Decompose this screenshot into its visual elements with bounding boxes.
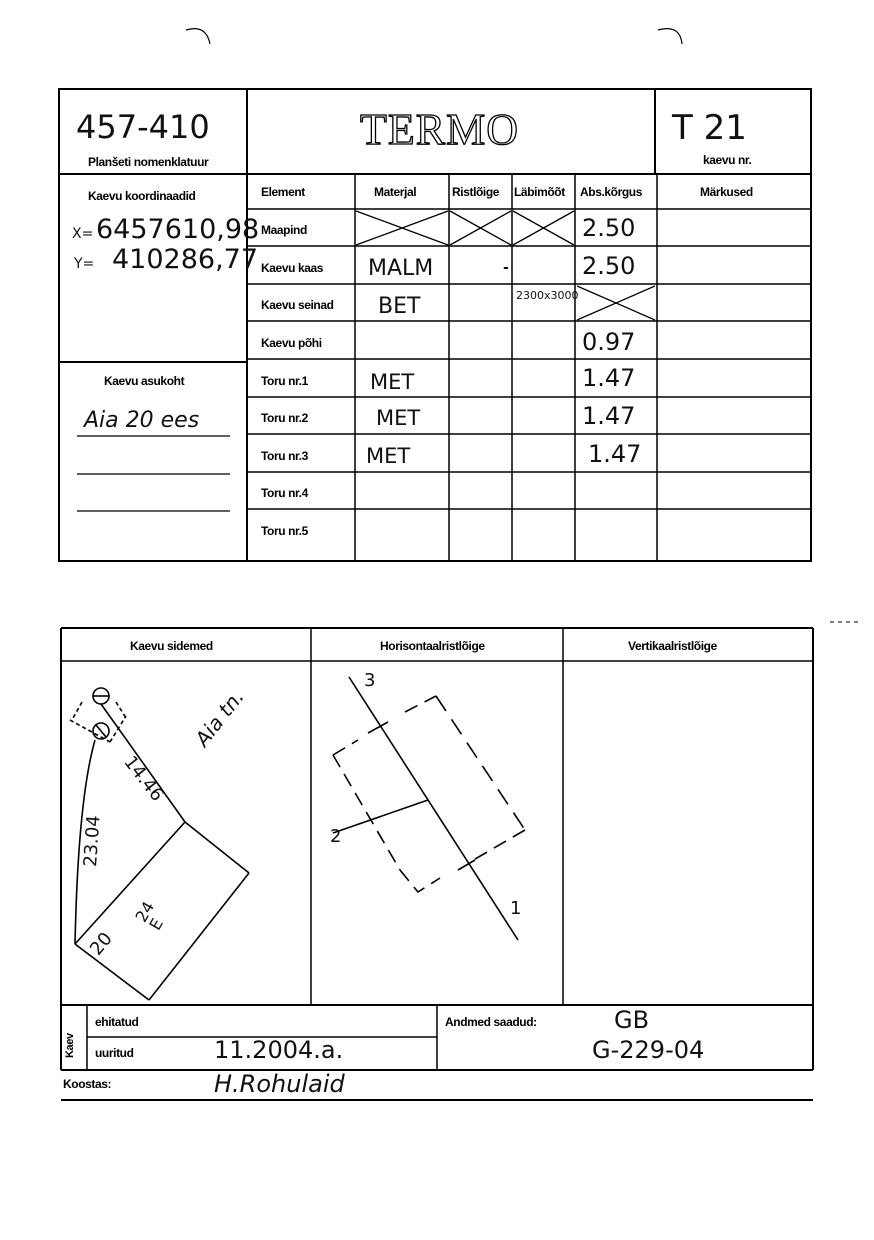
header-element: Element [261,185,305,199]
pipe-label: 2 [330,826,342,847]
data-label: Andmed saadud: [445,1015,537,1029]
abs-value: 1.47 [582,364,636,392]
data-value: GB [614,1006,650,1034]
vertikaal-title: Vertikaalristlõige [628,639,717,653]
surveyed-value: 11.2004.a. [214,1036,344,1064]
header-ristloige: Ristlõige [452,185,500,199]
x-coordinate: 6457610,98 [96,214,260,245]
material-value: MET [366,444,411,468]
row-label: Kaevu põhi [261,336,322,350]
form-title: TERMO [360,105,519,154]
well-number: T 21 [672,108,747,148]
header-abs-korgus: Abs.kõrgus [580,185,643,199]
y-coordinate: 410286,77 [112,244,259,275]
sidemed-title: Kaevu sidemed [130,639,213,653]
row-label: Toru nr.4 [261,486,308,500]
row-label: Maapind [261,223,307,237]
material-value: MALM [368,256,434,281]
row-label: Kaevu kaas [261,261,324,275]
house-label: 24 E [131,898,167,934]
y-prefix: Y= [74,256,95,272]
material-value: MET [376,406,421,430]
distance-label: 14.46 [119,752,168,806]
location-value: Aia 20 ees [84,408,200,433]
abs-value: 0.97 [582,328,636,356]
pipe-label: 1 [510,898,522,919]
compiler-value: H.Rohulaid [214,1070,345,1098]
row-label: Toru nr.1 [261,374,308,388]
row-label: Toru nr.2 [261,411,308,425]
x-prefix: X= [72,226,94,242]
abs-value: 2.50 [582,252,636,280]
abs-value: 2.50 [582,214,636,242]
header-labimoot: Läbimõõt [514,185,565,199]
data-value: G-229-04 [592,1036,705,1064]
header-materjal: Materjal [374,185,417,199]
plan-label: Planšeti nomenklatuur [88,155,209,169]
row-label: Toru nr.3 [261,449,308,463]
header-markused: Märkused [700,185,753,199]
coords-label: Kaevu koordinaadid [88,189,196,203]
row-label: Kaevu seinad [261,298,334,312]
abs-value: 1.47 [582,402,636,430]
material-value: MET [370,370,415,394]
row-label: Toru nr.5 [261,524,308,538]
built-label: ehitatud [95,1015,139,1029]
distance-label: 20 [86,928,117,960]
horisontaal-title: Horisontaalristlõige [380,639,485,653]
street-label: Aia tn. [190,684,249,751]
labimoot-value: 2300x3000 [516,289,579,302]
kaev-label: Kaev [64,1033,76,1058]
pipe-label: 3 [364,670,376,691]
abs-value: 1.47 [588,440,642,468]
plan-number: 457-410 [76,108,210,146]
well-label: kaevu nr. [703,153,752,167]
compiler-label: Koostas: [63,1077,112,1091]
surveyed-label: uuritud [95,1046,134,1060]
location-label: Kaevu asukoht [104,374,185,388]
ristloige-value: - [503,260,509,276]
material-value: BET [378,294,421,319]
distance-label: 23.04 [80,814,105,868]
